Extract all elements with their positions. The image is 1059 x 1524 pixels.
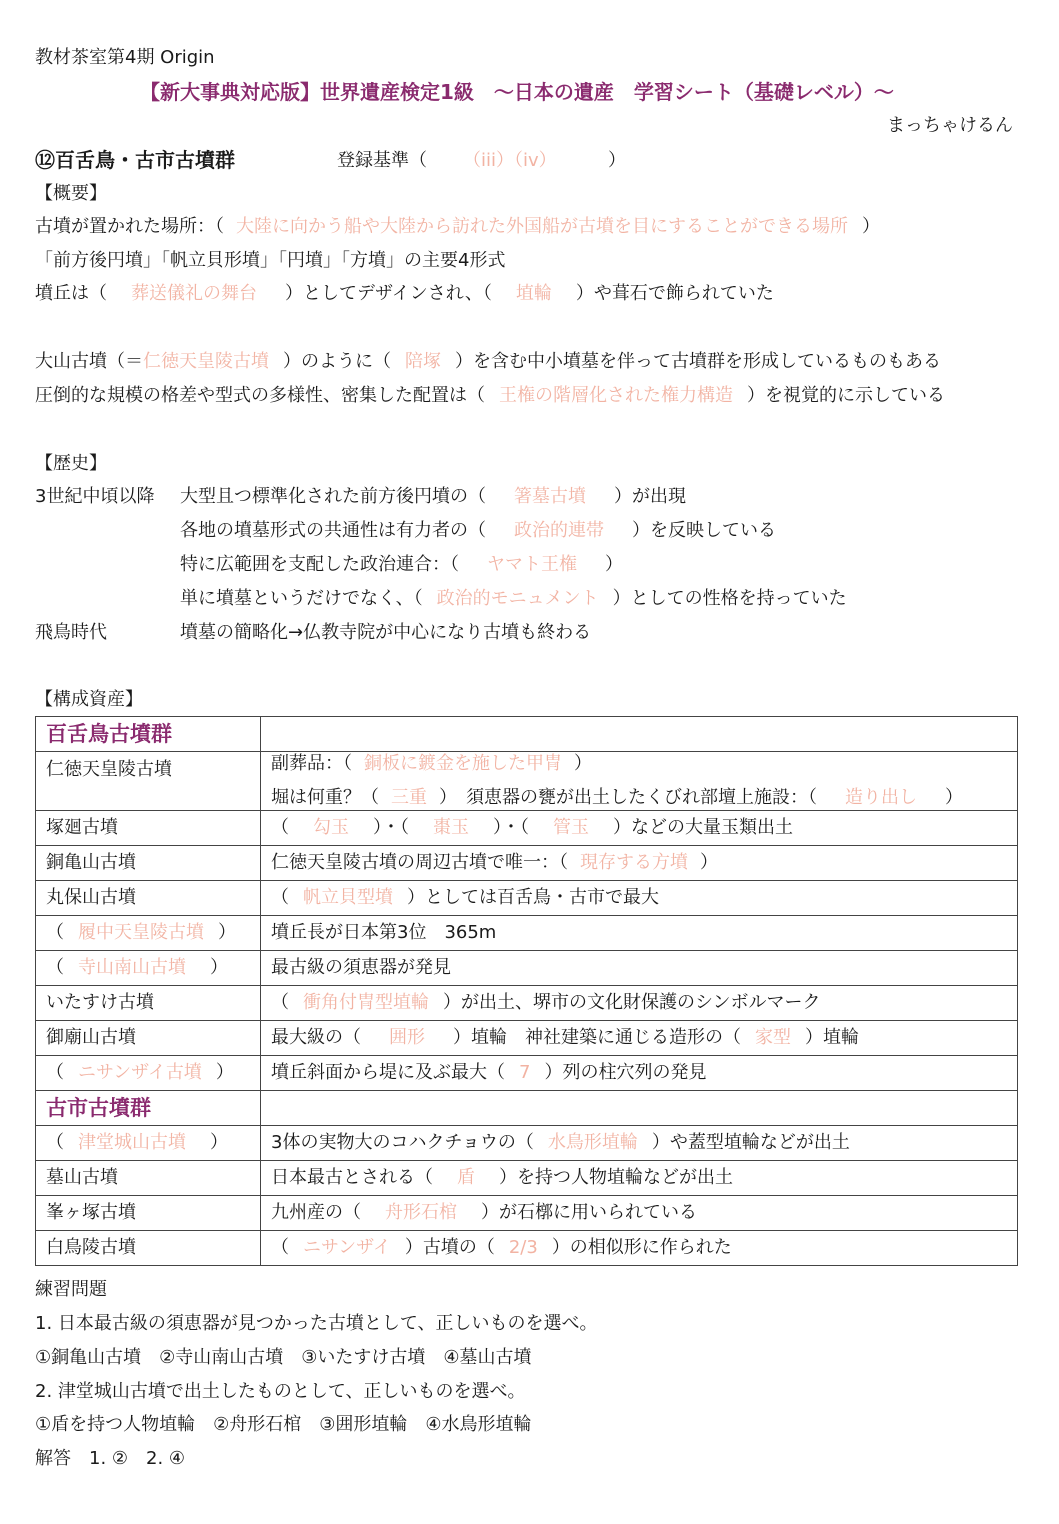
site-name: ⑫百舌鳥・古市古墳群 bbox=[35, 148, 235, 172]
text: ）のように（ bbox=[283, 351, 391, 372]
answer: 2/3 bbox=[508, 1237, 538, 1258]
answer: 7 bbox=[519, 1062, 531, 1083]
table-row bbox=[36, 1161, 1018, 1196]
table-cell bbox=[261, 717, 1018, 752]
asset-desc bbox=[261, 986, 1018, 1021]
answer: 造り出し bbox=[845, 787, 917, 808]
asset-name: 御廟山古墳 bbox=[36, 1021, 261, 1056]
answer: 陪塚 bbox=[405, 351, 441, 372]
answer: 衝角付冑型埴輪 bbox=[303, 992, 429, 1013]
series-label: 教材茶室第4期 Origin bbox=[35, 47, 215, 68]
history-heading: 【歴史】 bbox=[35, 453, 107, 474]
table-row bbox=[36, 1021, 1018, 1056]
text: ） 須恵器の甕が出土したくびれ部壇上施設：（ bbox=[439, 787, 817, 808]
text: ） bbox=[700, 852, 718, 873]
text: 3体の実物大のコハクチョウの（ bbox=[271, 1132, 534, 1153]
text: 特に広範囲を支配した政治連合：（ bbox=[180, 554, 459, 575]
asset-desc: 墳丘長が日本第3位 365m bbox=[261, 916, 1018, 951]
answer: 管玉 bbox=[553, 817, 589, 838]
table-row bbox=[36, 1056, 1018, 1091]
overview-heading: 【概要】 bbox=[35, 183, 107, 204]
question-2-options: ①盾を持つ人物埴輪 ②舟形石棺 ③囲形埴輪 ④水鳥形埴輪 bbox=[35, 1414, 532, 1435]
text: ）を持つ人物埴輪などが出土 bbox=[499, 1167, 733, 1188]
text: 圧倒的な規模の格差や型式の多様性、密集した配置は（ bbox=[35, 385, 485, 406]
criteria-close: ） bbox=[608, 150, 626, 171]
text: 単に墳墓というだけでなく、（ bbox=[180, 588, 423, 609]
answer: 履中天皇陵古墳 bbox=[78, 922, 204, 943]
asset-desc bbox=[261, 1231, 1018, 1266]
table-row bbox=[36, 1126, 1018, 1161]
history-line-4 bbox=[180, 587, 847, 611]
text: ）列の柱穴列の発見 bbox=[544, 1062, 707, 1083]
answer: 政治的モニュメント bbox=[436, 588, 599, 609]
answer: ニサンザイ bbox=[303, 1237, 391, 1258]
assets-heading: 【構成資産】 bbox=[35, 689, 143, 710]
text: ）を反映している bbox=[632, 520, 776, 541]
history-line-1 bbox=[180, 485, 686, 509]
text: 大山古墳（＝ bbox=[35, 351, 143, 372]
text: 墳丘は（ bbox=[35, 283, 107, 304]
text: （ bbox=[271, 817, 289, 838]
table-row bbox=[36, 881, 1018, 916]
answer: 埴輪 bbox=[515, 283, 552, 304]
text: 副葬品：（ bbox=[271, 753, 352, 774]
asset-desc bbox=[261, 846, 1018, 881]
answer: 盾 bbox=[457, 1167, 475, 1188]
text: ）古墳の（ bbox=[404, 1237, 495, 1258]
asset-desc: 最古級の須恵器が発見 bbox=[261, 951, 1018, 986]
asset-name: いたすけ古墳 bbox=[36, 986, 261, 1021]
text: （ bbox=[271, 1237, 289, 1258]
overview-line-2: 「前方後円墳」「帆立貝形墳」「円墳」「方墳」の主要4形式 bbox=[35, 250, 506, 271]
table-row bbox=[36, 986, 1018, 1021]
text: 日本最古とされる（ bbox=[271, 1167, 433, 1188]
text: ）としては百舌鳥・古市で最大 bbox=[407, 887, 659, 908]
assets-table bbox=[35, 716, 1018, 1266]
answer: 水鳥形埴輪 bbox=[547, 1132, 638, 1153]
table-row bbox=[36, 1196, 1018, 1231]
text: ）や葺石で飾られていた bbox=[575, 283, 774, 304]
text: 墳丘斜面から堤に及ぶ最大（ bbox=[271, 1062, 505, 1083]
answer: 王権の階層化された権力構造 bbox=[499, 385, 733, 406]
asset-name: （ 履中天皇陵古墳 ） bbox=[36, 916, 261, 951]
text: 各地の墳墓形式の共通性は有力者の（ bbox=[180, 520, 486, 541]
history-era-2: 飛鳥時代 bbox=[35, 622, 107, 643]
table-row bbox=[36, 811, 1018, 846]
table-row bbox=[36, 752, 1018, 811]
text: ）が出現 bbox=[614, 486, 686, 507]
text: ） bbox=[574, 753, 592, 774]
text: 仁徳天皇陵古墳の周辺古墳で唯一：（ bbox=[271, 852, 568, 873]
text: 九州産の（ bbox=[271, 1202, 361, 1223]
text: ）が石槨に用いられている bbox=[481, 1202, 697, 1223]
asset-name: 仁徳天皇陵古墳 bbox=[36, 752, 261, 811]
asset-name: 塚廻古墳 bbox=[36, 811, 261, 846]
asset-name: （ 寺山南山古墳 ） bbox=[36, 951, 261, 986]
asset-name: （ 津堂城山古墳 ） bbox=[36, 1126, 261, 1161]
asset-name: 墓山古墳 bbox=[36, 1161, 261, 1196]
history-era-1: 3世紀中頃以降 bbox=[35, 486, 155, 507]
group-header: 古市古墳群 bbox=[36, 1091, 261, 1126]
text: ）埴輪 bbox=[805, 1027, 859, 1048]
asset-desc bbox=[261, 1161, 1018, 1196]
table-row bbox=[36, 846, 1018, 881]
text: ）・（ bbox=[373, 817, 409, 838]
text: ） bbox=[945, 787, 963, 808]
overview-line-5 bbox=[35, 384, 945, 408]
text: 大型且つ標準化された前方後円墳の（ bbox=[180, 486, 486, 507]
history-line-3 bbox=[180, 553, 623, 577]
text: ）としての性格を持っていた bbox=[612, 588, 847, 609]
answer: 仁徳天皇陵古墳 bbox=[143, 351, 269, 372]
asset-name: （ ニサンザイ古墳 ） bbox=[36, 1056, 261, 1091]
text: ） bbox=[862, 216, 880, 237]
answer-key: 解答 1. ② 2. ④ bbox=[35, 1448, 186, 1469]
answer: 家型 bbox=[755, 1027, 791, 1048]
history-line-2 bbox=[180, 519, 776, 543]
overview-line-4 bbox=[35, 350, 941, 374]
asset-name: 峯ヶ塚古墳 bbox=[36, 1196, 261, 1231]
text: ）としてデザインされ、（ bbox=[285, 283, 492, 304]
overview-line-3 bbox=[35, 282, 774, 306]
text: 堀は何重？（ bbox=[271, 787, 379, 808]
text: ）を含む中小墳墓を伴って古墳群を形成しているものもある bbox=[455, 351, 941, 372]
table-row bbox=[36, 951, 1018, 986]
answer: ニサンザイ古墳 bbox=[78, 1062, 202, 1083]
answer: 三重 bbox=[391, 787, 427, 808]
question-1: 1. 日本最古級の須恵器が見つかった古墳として、正しいものを選べ。 bbox=[35, 1313, 598, 1334]
answer: 大陸に向かう船や大陸から訪れた外国船が古墳を目にすることができる場所 bbox=[236, 216, 848, 237]
text: 最大級の（ bbox=[271, 1027, 361, 1048]
criteria-value: （iii）（iv） bbox=[463, 150, 557, 171]
text: （ bbox=[271, 992, 289, 1013]
asset-desc bbox=[261, 1021, 1018, 1056]
answer: 箸墓古墳 bbox=[514, 486, 586, 507]
question-1-options: ①銅亀山古墳 ②寺山南山古墳 ③いたすけ古墳 ④墓山古墳 bbox=[35, 1347, 532, 1368]
text: ） bbox=[605, 554, 623, 575]
answer: 囲形 bbox=[389, 1027, 425, 1048]
asset-desc bbox=[261, 752, 1018, 811]
page-title: 【新大事典対応版】世界遺産検定1級 ～日本の遺産 学習シート（基礎レベル）～ bbox=[140, 80, 894, 104]
asset-name: 丸保山古墳 bbox=[36, 881, 261, 916]
text: ）の相似形に作られた bbox=[551, 1237, 732, 1258]
question-2: 2. 津堂城山古墳で出土したものとして、正しいものを選べ。 bbox=[35, 1381, 526, 1402]
answer: 舟形石棺 bbox=[385, 1202, 457, 1223]
author: まっちゃけるん bbox=[887, 115, 1013, 136]
asset-desc bbox=[261, 881, 1018, 916]
text: ）が出土、堺市の文化財保護のシンボルマーク bbox=[443, 992, 821, 1013]
answer: ヤマト王権 bbox=[487, 554, 577, 575]
table-row bbox=[36, 1231, 1018, 1266]
answer: 勾玉 bbox=[313, 817, 349, 838]
answer: 寺山南山古墳 bbox=[78, 957, 186, 978]
answer: 政治的連帯 bbox=[514, 520, 604, 541]
overview-line-1 bbox=[35, 215, 880, 239]
table-row bbox=[36, 916, 1018, 951]
table-row bbox=[36, 1091, 1018, 1126]
answer: 現存する方墳 bbox=[580, 852, 688, 873]
table-cell bbox=[261, 1091, 1018, 1126]
answer: 銅板に鍍金を施した甲冑 bbox=[364, 753, 562, 774]
asset-name: 銅亀山古墳 bbox=[36, 846, 261, 881]
answer: 帆立貝型墳 bbox=[303, 887, 393, 908]
text: ）や蓋型埴輪などが出土 bbox=[651, 1132, 850, 1153]
text: 古墳が置かれた場所：（ bbox=[35, 216, 224, 237]
asset-name: 白鳥陵古墳 bbox=[36, 1231, 261, 1266]
criteria-label: 登録基準（ bbox=[337, 150, 427, 171]
asset-desc bbox=[261, 1056, 1018, 1091]
history-line-5: 墳墓の簡略化→仏教寺院が中心になり古墳も終わる bbox=[180, 622, 592, 643]
asset-desc bbox=[261, 811, 1018, 846]
answer: 葬送儀礼の舞台 bbox=[131, 283, 257, 304]
asset-desc bbox=[261, 1196, 1018, 1231]
text: ）・（ bbox=[493, 817, 529, 838]
text: （ bbox=[271, 887, 289, 908]
practice-heading: 練習問題 bbox=[35, 1279, 107, 1300]
asset-desc bbox=[261, 1126, 1018, 1161]
text: ）を視覚的に示している bbox=[747, 385, 945, 406]
group-header: 百舌鳥古墳群 bbox=[36, 717, 261, 752]
text: ）などの大量玉類出土 bbox=[613, 817, 793, 838]
answer: 津堂城山古墳 bbox=[78, 1132, 186, 1153]
text: ）埴輪 神社建築に通じる造形の（ bbox=[453, 1027, 741, 1048]
answer: 棗玉 bbox=[433, 817, 469, 838]
table-row bbox=[36, 717, 1018, 752]
